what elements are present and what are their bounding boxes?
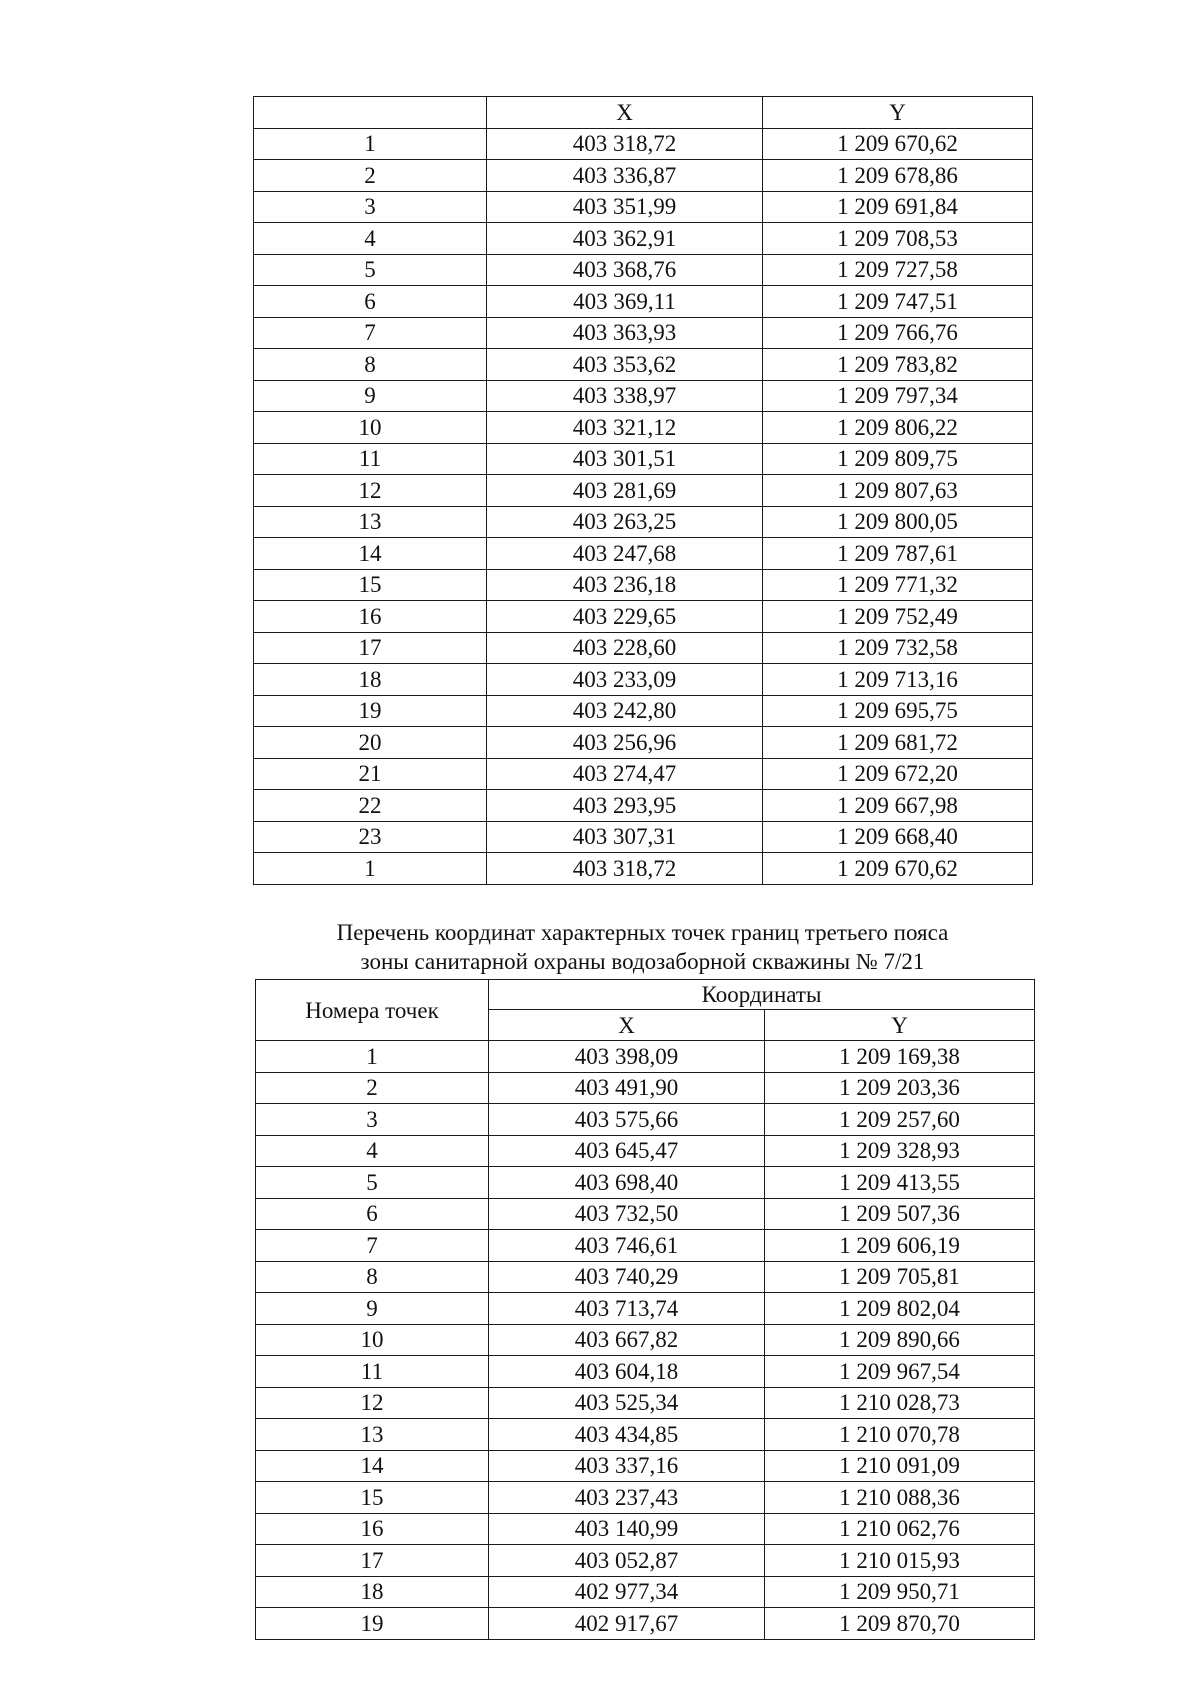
point-number-header <box>254 97 487 129</box>
table-row <box>254 128 1033 160</box>
table-row <box>254 727 1033 759</box>
table-row <box>254 506 1033 538</box>
x-coordinate-cell: 403 746,61 <box>489 1230 765 1262</box>
y-coordinate-cell: 1 210 028,73 <box>765 1387 1035 1419</box>
x-coordinate-cell: 403 233,09 <box>487 664 763 696</box>
table-1-header-row <box>254 97 1033 129</box>
table-row <box>256 1608 1035 1640</box>
point-number-cell: 15 <box>256 1482 489 1514</box>
table-row <box>256 1135 1035 1167</box>
point-number-cell: 14 <box>254 538 487 570</box>
x-coordinate-cell: 403 228,60 <box>487 632 763 664</box>
point-number-cell: 5 <box>254 254 487 286</box>
y-coordinate-cell: 1 209 695,75 <box>763 695 1033 727</box>
table-2-header-row <box>256 980 1035 1010</box>
coordinates-table-1 <box>253 96 1033 885</box>
y-coordinate-cell: 1 209 787,61 <box>763 538 1033 570</box>
point-number-cell: 21 <box>254 758 487 790</box>
x-coordinate-cell: 403 645,47 <box>489 1135 765 1167</box>
y-coordinate-cell: 1 209 809,75 <box>763 443 1033 475</box>
point-number-cell: 11 <box>256 1356 489 1388</box>
table-row <box>256 1167 1035 1199</box>
point-number-cell: 13 <box>256 1419 489 1451</box>
y-coordinate-cell: 1 210 091,09 <box>765 1450 1035 1482</box>
table-row <box>254 380 1033 412</box>
table-row <box>254 254 1033 286</box>
table-row <box>254 223 1033 255</box>
table-row <box>254 601 1033 633</box>
y-coordinate-cell: 1 209 800,05 <box>763 506 1033 538</box>
y-coordinate-cell: 1 209 807,63 <box>763 475 1033 507</box>
table-row <box>256 1041 1035 1073</box>
x-coordinate-cell: 403 368,76 <box>487 254 763 286</box>
table-row <box>256 1324 1035 1356</box>
point-number-cell: 3 <box>256 1104 489 1136</box>
point-number-cell: 10 <box>254 412 487 444</box>
table-2-body <box>256 1041 1035 1640</box>
x-coordinate-cell: 403 263,25 <box>487 506 763 538</box>
point-number-cell: 3 <box>254 191 487 223</box>
table-row <box>256 1230 1035 1262</box>
point-number-cell: 4 <box>254 223 487 255</box>
x-coordinate-cell: 403 369,11 <box>487 286 763 318</box>
x-coordinate-cell: 403 336,87 <box>487 160 763 192</box>
point-number-cell: 16 <box>254 601 487 633</box>
y-coordinate-cell: 1 209 670,62 <box>763 128 1033 160</box>
x-coordinate-cell: 403 052,87 <box>489 1545 765 1577</box>
x-coordinate-cell: 403 229,65 <box>487 601 763 633</box>
x-coordinate-cell: 403 351,99 <box>487 191 763 223</box>
x-coordinate-cell: 403 491,90 <box>489 1072 765 1104</box>
point-number-cell: 7 <box>256 1230 489 1262</box>
y-coordinate-cell: 1 209 870,70 <box>765 1608 1035 1640</box>
x-coordinate-cell: 403 732,50 <box>489 1198 765 1230</box>
y-coordinate-cell: 1 209 727,58 <box>763 254 1033 286</box>
y-coordinate-cell: 1 209 890,66 <box>765 1324 1035 1356</box>
table-row <box>254 664 1033 696</box>
x-coordinate-cell: 403 398,09 <box>489 1041 765 1073</box>
table-row <box>254 475 1033 507</box>
point-number-cell: 4 <box>256 1135 489 1167</box>
table-row <box>254 443 1033 475</box>
y-coordinate-cell: 1 209 950,71 <box>765 1576 1035 1608</box>
y-coordinate-cell: 1 209 667,98 <box>763 790 1033 822</box>
y-coordinate-cell: 1 209 668,40 <box>763 821 1033 853</box>
x-coordinate-cell: 403 363,93 <box>487 317 763 349</box>
point-number-cell: 14 <box>256 1450 489 1482</box>
x-coordinate-cell: 403 434,85 <box>489 1419 765 1451</box>
y-coordinate-cell: 1 209 606,19 <box>765 1230 1035 1262</box>
table-row <box>256 1293 1035 1325</box>
table-row <box>256 1545 1035 1577</box>
x-coordinate-cell: 403 318,72 <box>487 128 763 160</box>
table-row <box>254 160 1033 192</box>
y-coordinate-cell: 1 209 806,22 <box>763 412 1033 444</box>
x-coordinate-cell: 403 307,31 <box>487 821 763 853</box>
table-1-body <box>254 128 1033 884</box>
y-column-header: Y <box>763 97 1033 129</box>
table-2-caption-line-1: Перечень координат характерных точек границ третьего пояса <box>336 920 949 945</box>
x-coordinate-cell: 403 318,72 <box>487 853 763 885</box>
x-coordinate-cell: 403 698,40 <box>489 1167 765 1199</box>
point-number-cell: 11 <box>254 443 487 475</box>
point-number-cell: 15 <box>254 569 487 601</box>
table-row <box>254 191 1033 223</box>
y-coordinate-cell: 1 210 062,76 <box>765 1513 1035 1545</box>
y-coordinate-cell: 1 209 670,62 <box>763 853 1033 885</box>
table-row <box>254 538 1033 570</box>
table-row <box>254 317 1033 349</box>
y-coordinate-cell: 1 209 708,53 <box>763 223 1033 255</box>
x-coordinate-cell: 403 140,99 <box>489 1513 765 1545</box>
point-number-cell: 9 <box>256 1293 489 1325</box>
x-coordinate-cell: 403 236,18 <box>487 569 763 601</box>
table-row <box>254 790 1033 822</box>
x-coordinate-cell: 403 575,66 <box>489 1104 765 1136</box>
table-2-caption-line-2: зоны санитарной охраны водозаборной скважины № 7/21 <box>360 949 925 974</box>
point-number-cell: 22 <box>254 790 487 822</box>
x-coordinate-cell: 403 337,16 <box>489 1450 765 1482</box>
table-row <box>256 1356 1035 1388</box>
table-row <box>256 1198 1035 1230</box>
y-coordinate-cell: 1 209 705,81 <box>765 1261 1035 1293</box>
x-coordinate-cell: 403 274,47 <box>487 758 763 790</box>
x-coordinate-cell: 403 321,12 <box>487 412 763 444</box>
table-row <box>254 821 1033 853</box>
x-coordinate-cell: 402 917,67 <box>489 1608 765 1640</box>
y-coordinate-cell: 1 209 802,04 <box>765 1293 1035 1325</box>
x-coordinate-cell: 403 604,18 <box>489 1356 765 1388</box>
point-number-cell: 1 <box>254 128 487 160</box>
y-coordinate-cell: 1 209 203,36 <box>765 1072 1035 1104</box>
table-row <box>256 1513 1035 1545</box>
x-column-header: X <box>489 1010 765 1041</box>
y-coordinate-cell: 1 210 088,36 <box>765 1482 1035 1514</box>
point-number-cell: 8 <box>256 1261 489 1293</box>
point-number-cell: 13 <box>254 506 487 538</box>
y-coordinate-cell: 1 209 257,60 <box>765 1104 1035 1136</box>
table-row <box>254 412 1033 444</box>
point-number-cell: 1 <box>256 1041 489 1073</box>
y-coordinate-cell: 1 210 015,93 <box>765 1545 1035 1577</box>
point-number-cell: 6 <box>254 286 487 318</box>
point-number-cell: 16 <box>256 1513 489 1545</box>
table-row <box>254 349 1033 381</box>
point-number-cell: 23 <box>254 821 487 853</box>
table-row <box>254 569 1033 601</box>
table-row <box>256 1387 1035 1419</box>
point-number-cell: 18 <box>254 664 487 696</box>
point-number-cell: 6 <box>256 1198 489 1230</box>
point-number-cell: 7 <box>254 317 487 349</box>
y-coordinate-cell: 1 209 672,20 <box>763 758 1033 790</box>
table-row <box>256 1576 1035 1608</box>
point-number-cell: 12 <box>254 475 487 507</box>
table-row <box>256 1450 1035 1482</box>
coordinates-header: Координаты <box>489 980 1035 1010</box>
x-coordinate-cell: 403 525,34 <box>489 1387 765 1419</box>
x-coordinate-cell: 403 353,62 <box>487 349 763 381</box>
table-row <box>254 758 1033 790</box>
x-coordinate-cell: 403 362,91 <box>487 223 763 255</box>
y-coordinate-cell: 1 209 413,55 <box>765 1167 1035 1199</box>
x-coordinate-cell: 403 338,97 <box>487 380 763 412</box>
table-row <box>256 1419 1035 1451</box>
y-coordinate-cell: 1 209 783,82 <box>763 349 1033 381</box>
table-row <box>256 1104 1035 1136</box>
table-row <box>254 286 1033 318</box>
point-number-cell: 8 <box>254 349 487 381</box>
x-coordinate-cell: 403 301,51 <box>487 443 763 475</box>
y-coordinate-cell: 1 209 732,58 <box>763 632 1033 664</box>
x-coordinate-cell: 403 256,96 <box>487 727 763 759</box>
x-coordinate-cell: 403 713,74 <box>489 1293 765 1325</box>
point-number-cell: 18 <box>256 1576 489 1608</box>
y-coordinate-cell: 1 210 070,78 <box>765 1419 1035 1451</box>
y-coordinate-cell: 1 209 967,54 <box>765 1356 1035 1388</box>
table-row <box>254 632 1033 664</box>
y-coordinate-cell: 1 209 797,34 <box>763 380 1033 412</box>
x-coordinate-cell: 403 242,80 <box>487 695 763 727</box>
x-coordinate-cell: 403 237,43 <box>489 1482 765 1514</box>
y-coordinate-cell: 1 209 678,86 <box>763 160 1033 192</box>
y-coordinate-cell: 1 209 771,32 <box>763 569 1033 601</box>
y-coordinate-cell: 1 209 747,51 <box>763 286 1033 318</box>
point-number-cell: 17 <box>254 632 487 664</box>
y-coordinate-cell: 1 209 766,76 <box>763 317 1033 349</box>
y-coordinate-cell: 1 209 681,72 <box>763 727 1033 759</box>
point-number-cell: 2 <box>254 160 487 192</box>
y-column-header: Y <box>765 1010 1035 1041</box>
x-coordinate-cell: 403 247,68 <box>487 538 763 570</box>
x-coordinate-cell: 403 740,29 <box>489 1261 765 1293</box>
table-row <box>256 1072 1035 1104</box>
point-number-cell: 9 <box>254 380 487 412</box>
coordinates-table-2 <box>255 979 1035 1640</box>
x-column-header: X <box>487 97 763 129</box>
x-coordinate-cell: 402 977,34 <box>489 1576 765 1608</box>
y-coordinate-cell: 1 209 752,49 <box>763 601 1033 633</box>
y-coordinate-cell: 1 209 169,38 <box>765 1041 1035 1073</box>
point-numbers-header: Номера точек <box>256 980 489 1041</box>
y-coordinate-cell: 1 209 691,84 <box>763 191 1033 223</box>
x-coordinate-cell: 403 667,82 <box>489 1324 765 1356</box>
x-coordinate-cell: 403 281,69 <box>487 475 763 507</box>
table-row <box>254 695 1033 727</box>
point-number-cell: 19 <box>254 695 487 727</box>
point-number-cell: 5 <box>256 1167 489 1199</box>
y-coordinate-cell: 1 209 328,93 <box>765 1135 1035 1167</box>
point-number-cell: 19 <box>256 1608 489 1640</box>
point-number-cell: 17 <box>256 1545 489 1577</box>
x-coordinate-cell: 403 293,95 <box>487 790 763 822</box>
point-number-cell: 2 <box>256 1072 489 1104</box>
table-row <box>256 1261 1035 1293</box>
point-number-cell: 1 <box>254 853 487 885</box>
point-number-cell: 10 <box>256 1324 489 1356</box>
y-coordinate-cell: 1 209 713,16 <box>763 664 1033 696</box>
table-row <box>254 853 1033 885</box>
point-number-cell: 20 <box>254 727 487 759</box>
table-row <box>256 1482 1035 1514</box>
y-coordinate-cell: 1 209 507,36 <box>765 1198 1035 1230</box>
point-number-cell: 12 <box>256 1387 489 1419</box>
